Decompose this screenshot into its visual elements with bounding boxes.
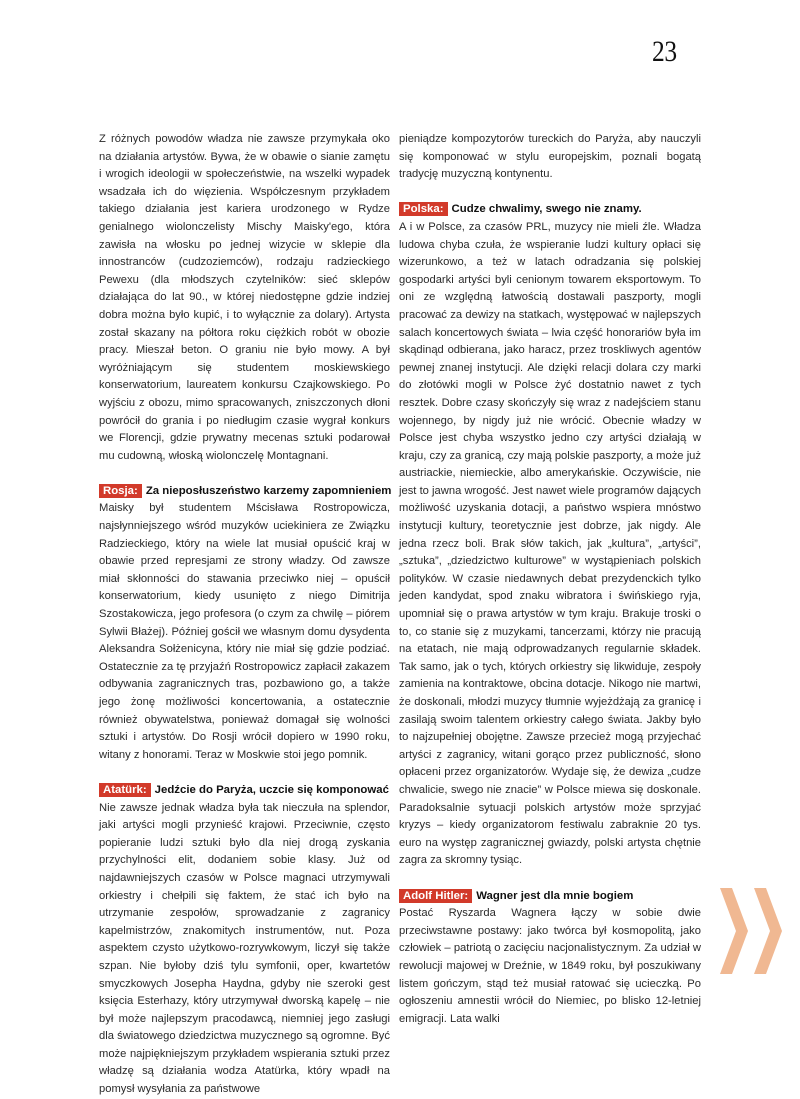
- section-tag: Rosja:: [99, 484, 142, 498]
- section-title: Cudze chwalimy, swego nie znamy.: [451, 203, 642, 216]
- continuation-paragraph: pieniądze kompozytorów tureckich do Paryża, aby nauczyli się komponować w stylu europejskim, poznali bogatą tradycję muzyczną kontynentu.: [399, 133, 701, 181]
- section-tag: Atatürk:: [99, 783, 151, 797]
- chevron-left-shape: [720, 888, 748, 974]
- section-russia: [99, 483, 390, 765]
- section-heading: [399, 201, 701, 219]
- section-heading: [99, 483, 390, 501]
- section-body: Nie zawsze jednak władza była tak nieczuła na splendor, jaki artyści mogli przynieść krajowi. Przeciwnie, często popieranie ludzi sztuki było dla niej drogą zyskania przychylności elit, dodaniem sobie klasy. Już od najdawniejszych czasów w Polsce magnaci utrzymywali orkiestry i chełpili się faktem, że stać ich było na utrzymanie zespołów, sprowadzanie z zagranicy kapelmistrzów, znakomitych instrumentów, nut. Poza aspektem czysto użytkowo-rozrywkowym, liczył się także szpan. Nie byłoby dziś tylu symfonii, oper, kwartetów smyczkowych Josepha Haydna, gdyby nie szeroki gest księcia Esterhazy, który utrzymywał dworską kapelę – nie był może najlepszym pracodawcą, niemniej jego zasługi dla światowego dziedzictwa muzycznego są ogromne. Być może najpiękniejszym przykładem wspierania sztuki przez władzę są działania wodza Atatürka, który wpadł na pomysł wysyłania za państwowe: [99, 801, 390, 1096]
- section-body: Postać Ryszarda Wagnera łączy w sobie dwie przeciwstawne postawy: jako twórca był kosmopolitą, jako człowiek – patriotą o zacięciu nacjonalistycznym. Za udział w rewolucji majowej w Dreźnie, w 1849 roku, był poszukiwany listem gończym, stąd też musiał ratować się ucieczką. Po ogłoszeniu amnestii wrócił do Niemiec, po blisko 12-letniej emigracji. Lata walki: [399, 907, 701, 1025]
- section-title: Wagner jest dla mnie bogiem: [476, 889, 634, 902]
- section-tag: Polska:: [399, 202, 448, 216]
- double-chevron-right-icon: [718, 886, 788, 976]
- section-ataturk: [99, 782, 390, 1099]
- section-body: Maisky był studentem Mścisława Rostropowicza, najsłynniejszego wśród muzyków uciekiniera ze Związku Radzieckiego, który na wiele lat musiał opuścić kraj w obawie przed represjami ze strony władzy. Od zawsze miał skłonności do stawania przeciwko niej – opuścił konserwatorium, kiedy usunięto z niego Dimitrija Szostakowicza, jego profesora (o czym za chwilę – piórem Sylwii Błażej). Później gościł we własnym domu dysydenta Aleksandra Sołżenicyna, który nie miał się gdzie podziać. Ostatecznie za tę przyjaźń Rostropowicz zapłacił zakazem odbywania zagranicznych tras, pozbawiono go, a także jego żonę możliwości koncertowania, a ostatecznie również obywatelstwa, ponieważ domagał się wolności sztuki i artystów. Do Rosji wrócił dopiero w 1990 roku, witany z honorami. Teraz w Moskwie stoi jego pomnik.: [99, 502, 390, 761]
- section-heading: [399, 888, 701, 906]
- section-title: Za nieposłuszeństwo karzemy zapomnieniem: [145, 484, 392, 497]
- intro-paragraph: Z różnych powodów władza nie zawsze przymykała oko na działania artystów. Bywa, że w obawie o sianie zamętu i wrogich ideologii w społeczeństwie, na wszelki wypadek wsadzała ich do więzienia. Współczesnym przykładem takiego działania jest kariera urodzonego w Rydze genialnego wiolonczelisty Mischy Maisky'ego, która zawisła na włosku po jednej wizycie w sklepie dla innostranców (cudzoziemców), rodzaju radzieckiego Pewexu (dla młodszych czytelników: sieć sklepów działająca do lat 90., w której niedostępne gdzie indziej dobra można było kupić, i to wyłącznie za dolary). Artysta został skazany na półtora roku ciężkich robót w obozie pracy. Mieszał beton. O graniu nie było mowy. A był wyróżniającym się studentem moskiewskiego konserwatorium, laureatem konkursu Czajkowskiego. Po wyjściu z obozu, mimo spracowanych, zniszczonych dłoni powrócił do grania i po niedługim czasie wygrał konkurs we Florencji, gdzie prywatny mecenas sztuki podarował mu cudowną, włoską wiolonczelę Montagnani.: [99, 133, 390, 462]
- section-body: A i w Polsce, za czasów PRL, muzycy nie mieli źle. Władza ludowa chyba czuła, że wspieranie ludzi kultury opłaci się wizerunkowo, a też w latach odradzania się polskiej gospodarki artyści byli cenionym towarem eksportowym. To oni ze względną łatwością dostawali paszporty, mogli pracować za dewizy na statkach, występować w najlepszych salach koncertowych świata – lwia część honorariów była im skądinąd odbierana, jako haracz, przez troskliwych agentów pewnej znanej instytucji. Ale dzięki relacji dolara czy marki do złotówki mogli w Polsce żyć dostatnio nawet z tych resztek. Dobre czasy skończyły się wraz z nadejściem stanu wojennego, by nigdy już nie wrócić. Obecnie władzy w Polsce jest chyba wszystko jedno czy artyści działają w kraju, czy za granicą, czy mają polskie paszporty, a może już austriackie, niemieckie, albo amerykańskie. Oczywiście, nie jest to jawna wrogość. Jest nawet wiele programów dających możliwość uzyskania dotacji, a państwo wspiera mnóstwo instytucji kultury, teoretycznie jest dobrze, jak nigdy. Ale jedna rzecz boli. Brak słów takich, jak „kultura”, „artyści”, „sztuka”, „dziedzictwo kulturowe” w wystąpieniach polskich polityków. W czasie niedawnych debat prezydenckich tylko jeden kandydat, spod znaku wibratora i świńskiego ryja, upomniał się o prawa artystów w tym kraju. Brakuje troski o to, co stanie się z muzykami, tancerzami, którzy nie pracują na etatach, nie mają odprowadzanych regularnie składek. Tak samo, jak o tych, których orkiestry się likwiduje, zespoły zamienia na kontraktowe, obcina dotacje. Nikogo nie martwi, że doskonali, młodzi muzycy tłumnie wyjeżdżają za granicę i zasilają swoim talentem orkiestry całego świata. Jakby było to najzupełniej obojętne. Zawsze przecież mogą przyjechać artyści z zagranicy, witani gorąco przez publiczność, słono opłaceni przez organizatorów. Wydaje się, że dewiza „cudze chwalicie, swego nie znacie” w Polsce miewa się doskonale. Paradoksalnie sytuacji polskich artystów może sprzyjać kryzys – kiedy organizatorom festiwalu zabraknie 20 tys. euro na występ zagranicznej gwiazdy, polski artysta chętnie zagra za skromny tysiąc.: [399, 220, 701, 867]
- section-heading: [99, 782, 390, 800]
- section-tag: Adolf Hitler:: [399, 889, 472, 903]
- left-column: [99, 131, 390, 1099]
- right-column: [399, 131, 701, 1028]
- page-number: 23: [652, 35, 677, 68]
- section-title: Jedźcie do Paryża, uczcie się komponować: [154, 783, 389, 796]
- section-hitler: [399, 888, 701, 1029]
- section-poland: [399, 201, 701, 870]
- chevron-right-shape: [754, 888, 782, 974]
